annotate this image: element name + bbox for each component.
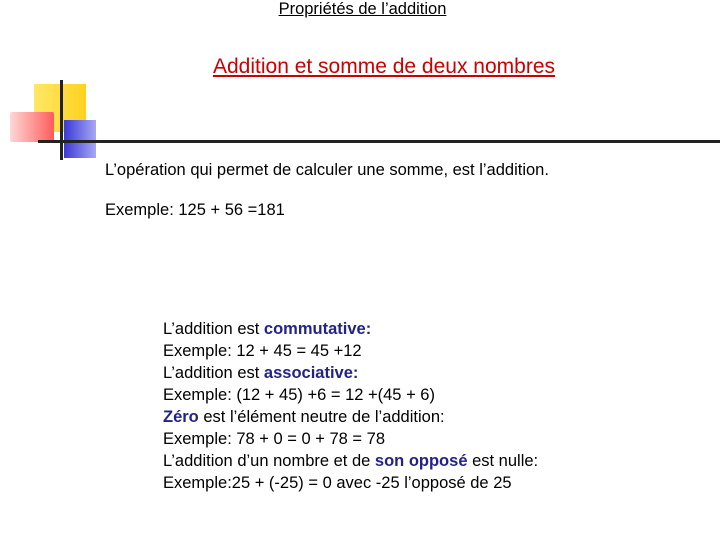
property-line: [163, 450, 538, 472]
property-line: [163, 406, 538, 428]
decor-red-square: [10, 112, 54, 142]
property-line: [163, 318, 538, 340]
example-text: Exemple: 125 + 56 =181: [105, 201, 285, 219]
highlight-term: commutative:: [263, 320, 372, 338]
properties-heading: Propriétés de l’addition: [278, 0, 447, 18]
property-text: L’addition est: [163, 364, 264, 382]
property-text: L’addition est: [163, 320, 264, 338]
property-line: [163, 362, 538, 384]
slide-title: Addition et somme de deux nombres: [212, 55, 556, 78]
property-text: L’addition d’un nombre et de: [163, 452, 375, 470]
highlight-term: Zéro: [163, 408, 199, 426]
property-text: est l’élément neutre de l’addition:: [198, 408, 445, 426]
intro-text: L’opération qui permet de calculer une somme, est l’addition.: [105, 161, 549, 179]
decor-horizontal-line: [38, 140, 720, 143]
decor-blue-square: [64, 120, 96, 158]
decor-vertical-line: [60, 80, 63, 160]
properties-list: [163, 318, 538, 494]
property-text: est nulle:: [467, 452, 539, 470]
example-line: Exemple:25 + (-25) = 0 avec -25 l’opposé de 25: [163, 474, 512, 492]
example-line: Exemple: 78 + 0 = 0 + 78 = 78: [163, 430, 385, 448]
example-line: Exemple: 12 + 45 = 45 +12: [163, 342, 362, 360]
highlight-term: associative:: [263, 364, 359, 382]
highlight-term: son opposé: [374, 452, 468, 470]
example-line: Exemple: (12 + 45) +6 = 12 +(45 + 6): [163, 386, 435, 404]
